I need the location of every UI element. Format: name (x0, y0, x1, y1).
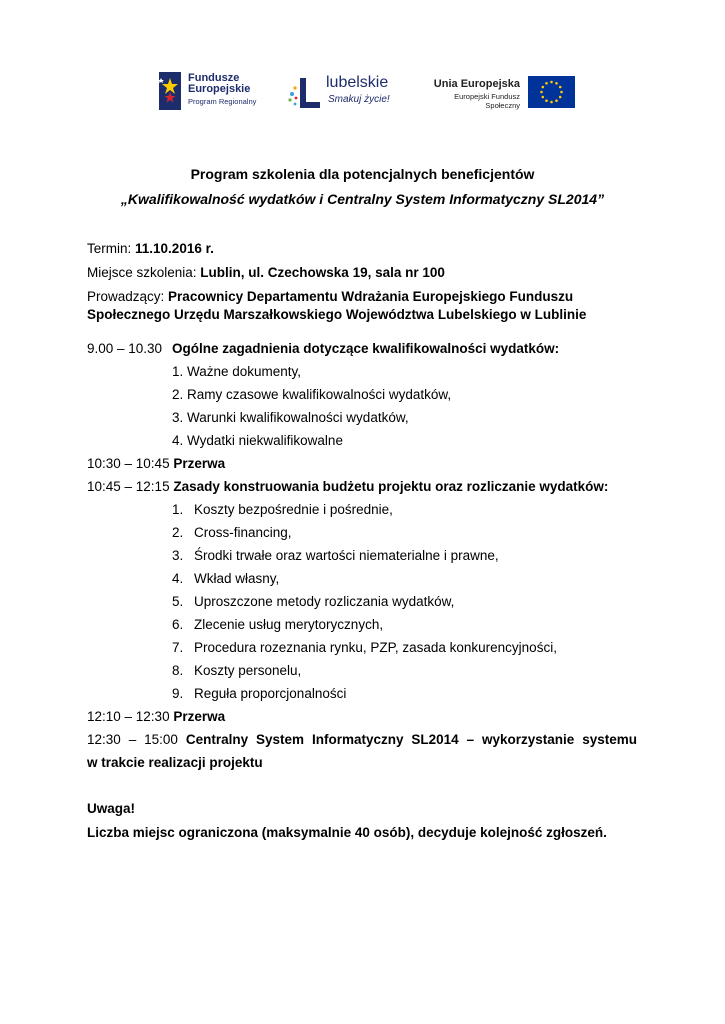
fe-logo-line3: Program Regionalny (188, 97, 257, 106)
host-value-2: Społecznego Urzędu Marszałkowskiego Województwa Lubelskiego w Lublinie (87, 307, 587, 322)
item-text: Wkład własny, (194, 571, 280, 586)
break-2-label: Przerwa (173, 709, 226, 724)
break-2-line (87, 709, 225, 724)
host-value-1: Pracownicy Departamentu Wdrażania Europejskiego Funduszu (168, 289, 574, 304)
session-1-title: Ogólne zagadnienia dotyczące kwalifikowalności wydatków: (172, 341, 560, 356)
document-title: Program szkolenia dla potencjalnych beneficjentów (190, 166, 535, 182)
item-text: Środki trwałe oraz wartości niematerialne i prawne, (194, 548, 499, 563)
place-line (87, 265, 445, 280)
note-heading: Uwaga! (87, 801, 136, 816)
break-1-label: Przerwa (173, 456, 226, 471)
fundusze-europejskie-logo (157, 70, 267, 114)
item-number: 7. (172, 640, 184, 655)
document-subtitle: „Kwalifikowalność wydatków i Centralny System Informatyczny SL2014” (120, 191, 605, 207)
session-2-item (172, 525, 292, 540)
lubelskie-logo-name: lubelskie (326, 74, 389, 91)
fe-star-icon (157, 70, 185, 114)
session-2-title: Zasady konstruowania budżetu projektu oraz rozliczanie wydatków: (173, 479, 609, 494)
session-3-title-word: Informatyczny (311, 732, 404, 747)
session-1-item: 1. Ważne dokumenty, (172, 364, 302, 379)
session-3-time-dash: – (128, 732, 137, 747)
fe-logo-line1: Fundusze (188, 72, 240, 84)
session-2-item (172, 617, 383, 632)
item-number: 9. (172, 686, 184, 701)
item-text: Zlecenie usług merytorycznych, (194, 617, 384, 632)
item-number: 4. (172, 571, 184, 586)
lubelskie-logo-slogan: Smakuj życie! (328, 94, 390, 105)
item-number: 5. (172, 594, 184, 609)
place-label: Miejsce szkolenia: (87, 265, 201, 280)
session-3-title-word: – (466, 732, 475, 747)
break-1-time: 10:30 – 10:45 (87, 456, 174, 471)
session-1-time: 9.00 – 10.30 (87, 341, 163, 356)
session-3-line (87, 732, 637, 747)
item-number: 2. (172, 525, 184, 540)
eu-flag-icon (528, 76, 575, 108)
session-2-item (172, 502, 393, 517)
session-3-title-word: wykorzystanie (482, 732, 575, 747)
item-text: Reguła proporcjonalności (194, 686, 347, 701)
unia-europejska-logo (420, 70, 580, 114)
session-2-item (172, 571, 279, 586)
ue-logo-line1: Unia Europejska (433, 78, 520, 90)
item-number: 8. (172, 663, 184, 678)
break-1-line (87, 456, 225, 471)
host-label: Prowadzący: (87, 289, 169, 304)
host-line (87, 289, 573, 304)
session-2-line (87, 479, 608, 494)
session-3-title-word: System (256, 732, 305, 747)
session-3-title-word: Centralny (185, 732, 249, 747)
ue-logo-line2: Europejski Fundusz Społeczny (454, 92, 520, 110)
session-3-title-word: systemu (582, 732, 637, 747)
item-number: 1. (172, 502, 184, 517)
date-label: Termin: (87, 241, 136, 256)
session-2-time: 10:45 – 12:15 (87, 479, 174, 494)
session-3-time-end: 15:00 (144, 732, 178, 747)
lubelskie-l-icon (286, 70, 326, 114)
session-1-item: 4. Wydatki niekwalifikowalne (172, 433, 343, 448)
date-line (87, 241, 214, 256)
session-1-item: 2. Ramy czasowe kwalifikowalności wydatków, (172, 387, 452, 402)
session-2-item (172, 663, 301, 678)
session-2-item (172, 686, 346, 701)
fe-logo-line2: Europejskie (188, 83, 251, 95)
place-value: Lublin, ul. Czechowska 19, sala nr 100 (200, 265, 445, 280)
session-2-item (172, 640, 557, 655)
item-text: Cross-financing, (194, 525, 292, 540)
item-text: Procedura rozeznania rynku, PZP, zasada konkurencyjności, (194, 640, 557, 655)
session-3-title-line2: w trakcie realizacji projektu (87, 755, 263, 770)
note-text: Liczba miejsc ograniczona (maksymalnie 40 osób), decyduje kolejność zgłoszeń. (87, 825, 607, 840)
session-3-title-word: SL2014 (411, 732, 459, 747)
session-2-item (172, 594, 454, 609)
session-1-item: 3. Warunki kwalifikowalności wydatków, (172, 410, 409, 425)
session-2-item (172, 548, 499, 563)
item-text: Uproszczone metody rozliczania wydatków, (194, 594, 455, 609)
session-3-time-start: 12:30 (87, 732, 121, 747)
item-number: 3. (172, 548, 184, 563)
item-number: 6. (172, 617, 184, 632)
lubelskie-logo (286, 70, 396, 114)
break-2-time: 12:10 – 12:30 (87, 709, 174, 724)
item-text: Koszty personelu, (194, 663, 302, 678)
item-text: Koszty bezpośrednie i pośrednie, (194, 502, 393, 517)
logo-bar (0, 70, 725, 114)
date-value: 11.10.2016 r. (135, 241, 214, 256)
